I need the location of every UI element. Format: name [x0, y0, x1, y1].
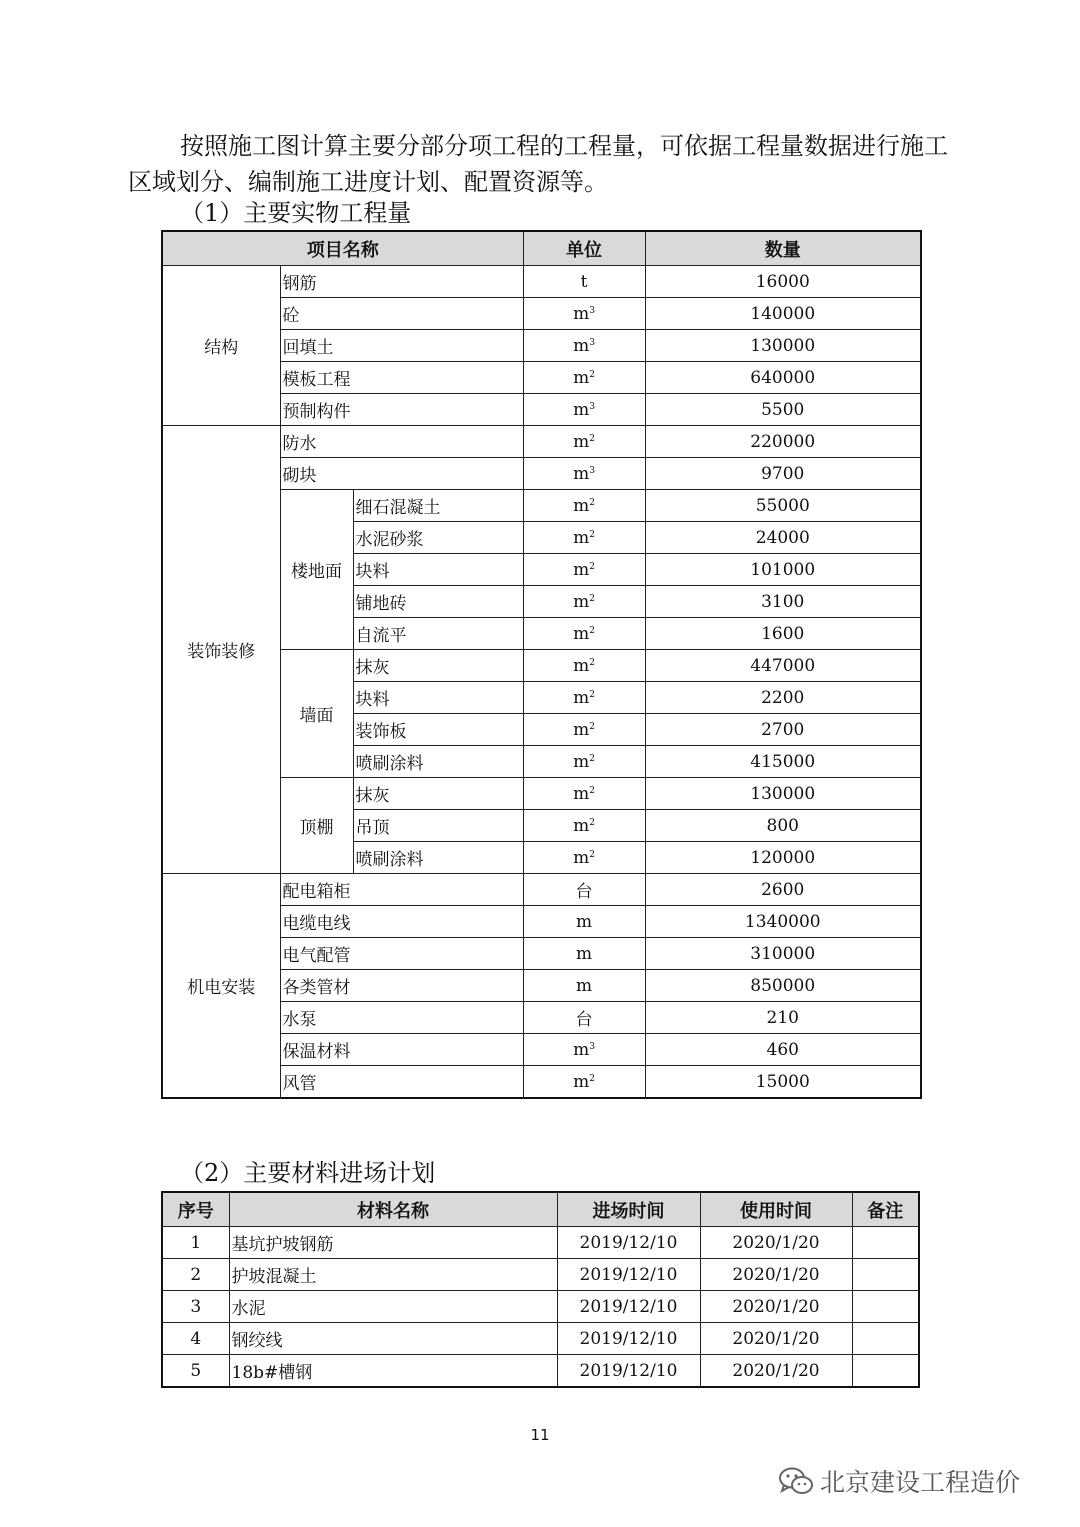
item-name: 块料	[353, 682, 523, 714]
item-quantity: 9700	[645, 458, 921, 490]
item-unit	[523, 266, 645, 298]
remarks	[852, 1227, 919, 1259]
item-unit	[523, 298, 645, 330]
serial-number: 1	[162, 1227, 229, 1259]
item-name: 配电箱柜	[280, 874, 523, 906]
item-name: 喷刷涂料	[353, 746, 523, 778]
unit-exponent: 2	[589, 529, 595, 540]
unit-exponent: 3	[589, 401, 595, 412]
item-unit	[523, 554, 645, 586]
unit-symbol: m	[573, 1039, 590, 1060]
item-name: 保温材料	[280, 1034, 523, 1066]
unit-symbol: 台	[575, 1010, 593, 1030]
watermark-text: 北京建设工程造价	[820, 1468, 1021, 1497]
serial-number: 5	[162, 1355, 229, 1388]
item-unit	[523, 746, 645, 778]
unit-symbol: m	[573, 847, 590, 868]
item-unit	[523, 906, 645, 938]
item-quantity: 16000	[645, 266, 921, 298]
material-plan-table	[161, 1191, 920, 1388]
table-header-row	[162, 231, 921, 266]
item-unit	[523, 842, 645, 874]
item-quantity: 120000	[645, 842, 921, 874]
item-quantity: 130000	[645, 778, 921, 810]
use-time: 2020/1/20	[700, 1259, 852, 1291]
material-name: 钢绞线	[229, 1323, 557, 1355]
unit-exponent: 3	[589, 337, 595, 348]
item-unit	[523, 426, 645, 458]
unit-symbol: m	[575, 943, 593, 964]
table-row	[162, 1227, 919, 1259]
header-unit: 单位	[523, 231, 645, 266]
material-plan-table-body	[162, 1227, 919, 1388]
unit-exponent: 2	[589, 593, 595, 604]
unit-symbol: m	[573, 303, 590, 324]
wechat-icon	[778, 1466, 814, 1496]
unit-symbol: m	[573, 463, 590, 484]
unit-symbol: m	[573, 367, 590, 388]
section1-title: （1）主要实物工程量	[180, 199, 412, 227]
item-unit	[523, 522, 645, 554]
unit-exponent: 2	[589, 497, 595, 508]
item-name: 水泥砂浆	[353, 522, 523, 554]
unit-exponent: 3	[589, 465, 595, 476]
header-quantity: 数量	[645, 231, 921, 266]
table-row	[162, 1323, 919, 1355]
item-name: 模板工程	[280, 362, 523, 394]
unit-symbol: m	[575, 911, 593, 932]
item-quantity: 15000	[645, 1066, 921, 1099]
item-name: 预制构件	[280, 394, 523, 426]
item-name: 砌块	[280, 458, 523, 490]
arrival-time: 2019/12/10	[557, 1355, 700, 1388]
item-name: 块料	[353, 554, 523, 586]
item-quantity: 2200	[645, 682, 921, 714]
unit-exponent: 2	[589, 1073, 595, 1084]
material-name: 护坡混凝土	[229, 1259, 557, 1291]
use-time: 2020/1/20	[700, 1323, 852, 1355]
unit-exponent: 2	[589, 817, 595, 828]
item-name: 喷刷涂料	[353, 842, 523, 874]
unit-symbol: m	[573, 687, 590, 708]
group-label-structure: 结构	[162, 266, 280, 426]
table-row	[162, 1259, 919, 1291]
unit-exponent: 2	[589, 561, 595, 572]
item-quantity: 447000	[645, 650, 921, 682]
item-name: 装饰板	[353, 714, 523, 746]
material-name: 水泥	[229, 1291, 557, 1323]
item-name: 防水	[280, 426, 523, 458]
group-label-mep: 机电安装	[162, 874, 280, 1099]
serial-number: 3	[162, 1291, 229, 1323]
table-row	[162, 874, 921, 906]
unit-exponent: 3	[589, 1041, 595, 1052]
item-unit	[523, 1034, 645, 1066]
item-unit	[523, 970, 645, 1002]
unit-symbol: m	[573, 591, 590, 612]
table-row	[162, 426, 921, 458]
unit-exponent: 2	[589, 785, 595, 796]
item-unit	[523, 778, 645, 810]
item-name: 钢筋	[280, 266, 523, 298]
item-name: 细石混凝土	[353, 490, 523, 522]
item-unit	[523, 714, 645, 746]
item-name: 水泵	[280, 1002, 523, 1034]
item-quantity: 460	[645, 1034, 921, 1066]
unit-symbol: m	[573, 527, 590, 548]
item-unit	[523, 1002, 645, 1034]
item-quantity: 55000	[645, 490, 921, 522]
intro-paragraph	[128, 128, 948, 200]
quantity-table-body	[162, 266, 921, 1099]
header-material-name: 材料名称	[229, 1192, 557, 1227]
use-time: 2020/1/20	[700, 1227, 852, 1259]
header-serial: 序号	[162, 1192, 229, 1227]
remarks	[852, 1355, 919, 1388]
unit-exponent: 2	[589, 433, 595, 444]
item-quantity: 5500	[645, 394, 921, 426]
unit-exponent: 2	[589, 721, 595, 732]
quantity-table	[161, 230, 922, 1099]
unit-symbol: t	[580, 271, 588, 292]
arrival-time: 2019/12/10	[557, 1259, 700, 1291]
item-name: 抹灰	[353, 778, 523, 810]
item-unit	[523, 682, 645, 714]
unit-symbol: m	[573, 495, 590, 516]
watermark	[778, 1463, 1020, 1499]
table-header-row	[162, 1192, 919, 1227]
item-name: 电缆电线	[280, 906, 523, 938]
unit-exponent: 2	[589, 625, 595, 636]
table-row	[162, 1291, 919, 1323]
header-arrival-time: 进场时间	[557, 1192, 700, 1227]
item-quantity: 130000	[645, 330, 921, 362]
remarks	[852, 1323, 919, 1355]
unit-exponent: 2	[589, 753, 595, 764]
unit-exponent: 3	[589, 305, 595, 316]
item-unit	[523, 330, 645, 362]
item-quantity: 640000	[645, 362, 921, 394]
item-quantity: 1600	[645, 618, 921, 650]
unit-symbol: 台	[575, 882, 593, 902]
section2-title: （2）主要材料进场计划	[180, 1159, 436, 1187]
unit-exponent: 2	[589, 369, 595, 380]
unit-symbol: m	[573, 783, 590, 804]
item-quantity: 1340000	[645, 906, 921, 938]
use-time: 2020/1/20	[700, 1291, 852, 1323]
item-name: 砼	[280, 298, 523, 330]
item-unit	[523, 874, 645, 906]
item-unit	[523, 362, 645, 394]
unit-symbol: m	[573, 431, 590, 452]
intro-text: 按照施工图计算主要分部分项工程的工程量，可依据工程量数据进行施工区域划分、编制施工进度计划、配置资源等。	[128, 132, 948, 196]
item-name: 抹灰	[353, 650, 523, 682]
item-quantity: 310000	[645, 938, 921, 970]
item-name: 电气配管	[280, 938, 523, 970]
item-quantity: 800	[645, 810, 921, 842]
item-unit	[523, 1066, 645, 1099]
item-name: 铺地砖	[353, 586, 523, 618]
item-unit	[523, 938, 645, 970]
remarks	[852, 1259, 919, 1291]
unit-exponent: 2	[589, 689, 595, 700]
page-number: 11	[530, 1426, 550, 1444]
item-name: 吊顶	[353, 810, 523, 842]
item-quantity: 2700	[645, 714, 921, 746]
item-unit	[523, 810, 645, 842]
arrival-time: 2019/12/10	[557, 1291, 700, 1323]
unit-exponent: 2	[589, 849, 595, 860]
unit-symbol: m	[573, 751, 590, 772]
header-item-name: 项目名称	[162, 231, 523, 266]
item-quantity: 210	[645, 1002, 921, 1034]
material-name: 18b#槽钢	[229, 1355, 557, 1388]
item-unit	[523, 394, 645, 426]
item-unit	[523, 618, 645, 650]
unit-symbol: m	[573, 1071, 590, 1092]
unit-symbol: m	[573, 655, 590, 676]
unit-symbol: m	[573, 399, 590, 420]
arrival-time: 2019/12/10	[557, 1227, 700, 1259]
unit-symbol: m	[573, 559, 590, 580]
serial-number: 2	[162, 1259, 229, 1291]
header-use-time: 使用时间	[700, 1192, 852, 1227]
item-quantity: 2600	[645, 874, 921, 906]
unit-symbol: m	[573, 815, 590, 836]
material-name: 基坑护坡钢筋	[229, 1227, 557, 1259]
item-quantity: 24000	[645, 522, 921, 554]
subgroup-label-ceiling: 顶棚	[280, 778, 353, 874]
table-row	[162, 1355, 919, 1388]
item-quantity: 220000	[645, 426, 921, 458]
item-unit	[523, 650, 645, 682]
item-quantity: 140000	[645, 298, 921, 330]
serial-number: 4	[162, 1323, 229, 1355]
item-quantity: 850000	[645, 970, 921, 1002]
item-unit	[523, 490, 645, 522]
table-row	[162, 266, 921, 298]
subgroup-label-floor: 楼地面	[280, 490, 353, 650]
item-name: 回填土	[280, 330, 523, 362]
item-unit	[523, 586, 645, 618]
use-time: 2020/1/20	[700, 1355, 852, 1388]
subgroup-label-wall: 墙面	[280, 650, 353, 778]
arrival-time: 2019/12/10	[557, 1323, 700, 1355]
item-name: 自流平	[353, 618, 523, 650]
unit-exponent: 2	[589, 657, 595, 668]
unit-symbol: m	[575, 975, 593, 996]
item-unit	[523, 458, 645, 490]
item-name: 各类管材	[280, 970, 523, 1002]
group-label-decoration: 装饰装修	[162, 426, 280, 874]
item-quantity: 3100	[645, 586, 921, 618]
unit-symbol: m	[573, 719, 590, 740]
unit-symbol: m	[573, 335, 590, 356]
item-quantity: 415000	[645, 746, 921, 778]
item-quantity: 101000	[645, 554, 921, 586]
header-remarks: 备注	[852, 1192, 919, 1227]
item-name: 风管	[280, 1066, 523, 1099]
unit-symbol: m	[573, 623, 590, 644]
remarks	[852, 1291, 919, 1323]
